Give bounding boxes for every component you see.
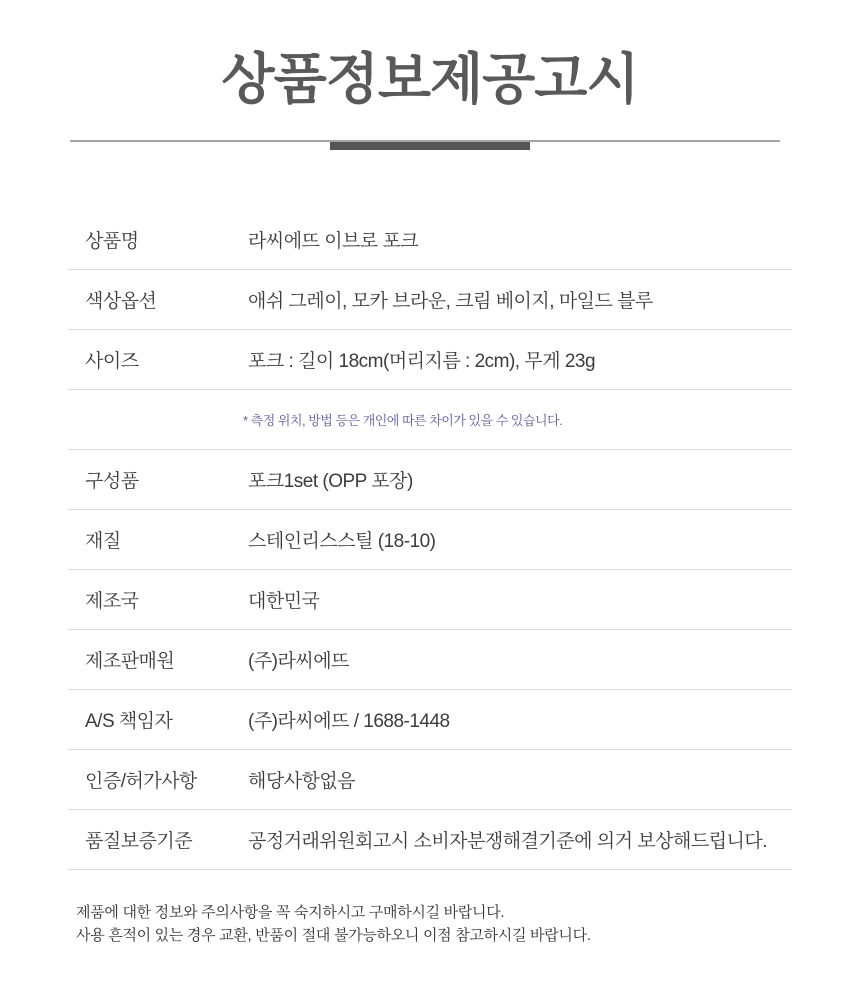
row-label: A/S 책임자 [85, 711, 173, 732]
page-title: 상품정보제공고시 [221, 48, 639, 110]
product-info-table [68, 210, 792, 870]
row-value: 공정거래위원회고시 소비자분쟁해결기준에 의거 보상해드립니다. [248, 831, 768, 852]
row-label: 사이즈 [85, 351, 139, 372]
row-label: 상품명 [85, 231, 139, 252]
measurement-note: * 측정 위치, 방법 등은 개인에 따른 차이가 있을 수 있습니다. [243, 413, 563, 428]
row-label: 인증/허가사항 [85, 771, 197, 792]
row-value: (주)라씨에뜨 / 1688-1448 [248, 711, 450, 732]
row-value: 라씨에뜨 이브로 포크 [248, 231, 419, 252]
table-row-size [68, 330, 792, 390]
row-label: 재질 [85, 531, 121, 552]
row-value: 포크1set (OPP 포장) [248, 471, 413, 492]
row-label: 제조판매원 [85, 651, 175, 672]
row-value: 스테인리스스틸 (18-10) [248, 531, 436, 552]
table-row-certification [68, 750, 792, 810]
row-value: 해당사항없음 [248, 771, 356, 792]
table-row-manufacturer [68, 630, 792, 690]
table-row-product-name [68, 210, 792, 270]
row-label: 제조국 [85, 591, 139, 612]
footer-notes [76, 901, 796, 947]
table-row-material [68, 510, 792, 570]
table-row-country [68, 570, 792, 630]
row-value: 포크 : 길이 18cm(머리지름 : 2cm), 무게 23g [248, 351, 596, 372]
row-value: (주)라씨에뜨 [248, 651, 349, 672]
row-label: 품질보증기준 [85, 831, 193, 852]
title-underline-accent-bar [330, 142, 530, 150]
footer-note-line: 사용 흔적이 있는 경우 교환, 반품이 절대 불가능하오니 이점 참고하시길 바랍니다. [76, 927, 591, 944]
row-label: 구성품 [85, 471, 139, 492]
table-row-components [68, 450, 792, 510]
measurement-note-row [68, 390, 792, 450]
row-label: 색상옵션 [85, 291, 157, 312]
table-row-as-contact [68, 690, 792, 750]
row-value: 애쉬 그레이, 모카 브라운, 크림 베이지, 마일드 블루 [248, 291, 653, 312]
table-row-color-options [68, 270, 792, 330]
footer-note-line: 제품에 대한 정보와 주의사항을 꼭 숙지하시고 구매하시길 바랍니다. [76, 904, 505, 921]
row-value: 대한민국 [248, 591, 320, 612]
table-row-warranty [68, 810, 792, 870]
